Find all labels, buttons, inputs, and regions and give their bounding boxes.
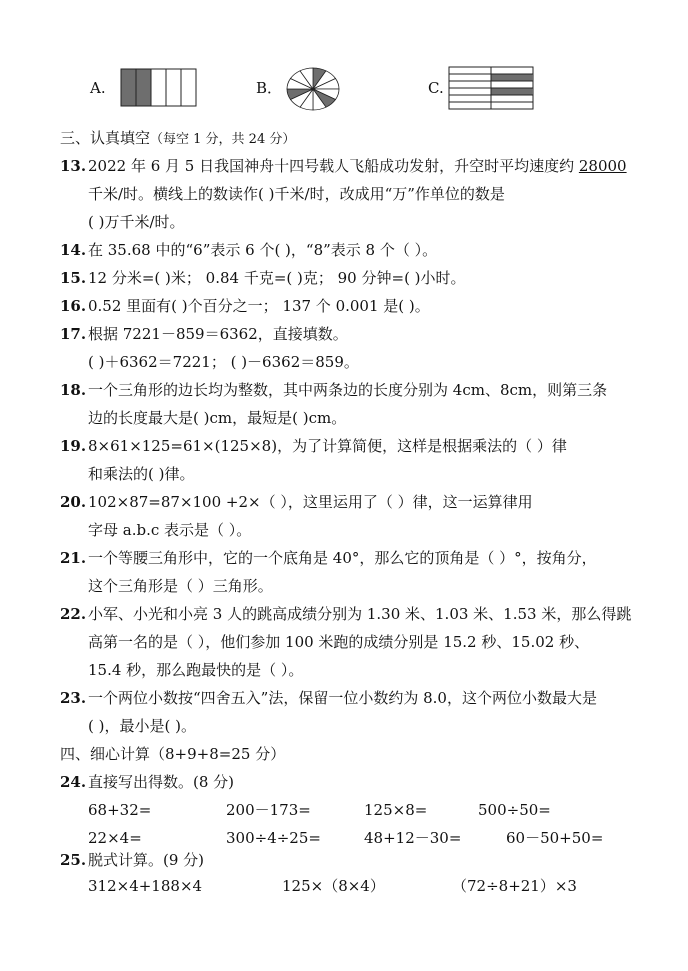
- q18-number: 18.: [60, 381, 87, 399]
- q23-line-2: ( )，最小是( )。: [88, 717, 196, 735]
- q25-text: 脱式计算。(9 分): [88, 851, 205, 869]
- q22-line-2: 高第一名的是（ ），他们参加 100 米跑的成绩分别是 15.2 秒、15.02 秒、: [88, 633, 590, 651]
- q13-number: 13.: [60, 157, 87, 175]
- q14-number: 14.: [60, 241, 87, 259]
- q20-line-1: 102×87=87×100 +2×（ ），这里运用了（ ）律，这一运算律用: [88, 493, 533, 511]
- q14-text: 在 35.68 中的“6”表示 6 个( )，“8”表示 8 个（ ）。: [88, 241, 438, 259]
- section-3-title: 三、认真填空: [60, 129, 151, 147]
- q25-item: 125×（8×4）: [282, 877, 385, 895]
- q21-line-1: 一个等腰三角形中，它的一个底角是 40°，那么它的顶角是（ ）°，按角分，: [88, 549, 597, 567]
- q19-line-2: 和乘法的( )律。: [88, 465, 195, 483]
- q24-item: 22×4=: [88, 829, 142, 847]
- figure-c-shaded-2: [491, 88, 533, 95]
- q24-item: 60－50+50=: [506, 829, 604, 847]
- q24-item: 48+12－30=: [364, 829, 462, 847]
- q24-number: 24.: [60, 773, 87, 791]
- q19-number: 19.: [60, 437, 87, 455]
- q25-number: 25.: [60, 851, 87, 869]
- q20-line-2: 字母 a.b.c 表示是（ ）。: [88, 521, 252, 539]
- figure-a-cell-4: [166, 69, 181, 106]
- q13-text-1: 2022 年 6 月 5 日我国神舟十四号载人飞船成功发射，升空时平均速度约: [88, 157, 579, 175]
- q13-speed: 28000: [578, 157, 627, 175]
- section-3-heading: [60, 128, 295, 150]
- q15-number: 15.: [60, 269, 87, 287]
- figure-a-cell-1: [121, 69, 136, 106]
- option-a-label: A.: [90, 79, 106, 97]
- q17-line-2: ( )＋6362＝7221； ( )－6362＝859。: [88, 353, 359, 371]
- section-4-title: 四、细心计算（8+9+8=25 分）: [60, 745, 286, 763]
- q24-text: 直接写出得数。(8 分): [88, 773, 235, 791]
- figure-c-shaded-1: [491, 74, 533, 81]
- section-3-note: （每空 1 分，共 24 分）: [150, 132, 296, 147]
- q24-item: 68+32=: [88, 801, 152, 819]
- q16-text: 0.52 里面有( )个百分之一； 137 个 0.001 是( )。: [88, 297, 430, 315]
- q13-line-3: ( )万千米/时。: [88, 213, 185, 231]
- figure-a-cell-5: [181, 69, 196, 106]
- q25-item: 312×4+188×4: [88, 877, 203, 895]
- figure-b-circle: [285, 66, 341, 112]
- q21-line-2: 这个三角形是（ ）三角形。: [88, 577, 273, 595]
- q23-number: 23.: [60, 689, 87, 707]
- option-c-label: C.: [428, 79, 444, 97]
- q19-line-1: 8×61×125=61×(125×8)，为了计算简便，这样是根据乘法的（ ）律: [88, 437, 567, 455]
- q24-item: 300÷4÷25=: [226, 829, 321, 847]
- q22-number: 22.: [60, 605, 87, 623]
- q25-item: （72÷8+21）×3: [452, 877, 577, 895]
- figure-a-rectangle: [120, 68, 198, 108]
- figure-a-cell-2: [136, 69, 151, 106]
- q17-number: 17.: [60, 325, 87, 343]
- figure-a-cell-3: [151, 69, 166, 106]
- q22-line-3: 15.4 秒，那么跑最快的是（ ）。: [88, 661, 304, 679]
- q16-number: 16.: [60, 297, 87, 315]
- option-b-label: B．: [256, 79, 283, 97]
- q24-item: 200－173=: [226, 801, 311, 819]
- q15-text: 12 分米=( )米； 0.84 千克=( )克； 90 分钟=( )小时。: [88, 269, 466, 287]
- figure-c-grid: [448, 66, 536, 110]
- q24-item: 125×8=: [364, 801, 428, 819]
- q13-line-2: 千米/时。横线上的数读作( )千米/时，改成用“万”作单位的数是: [88, 185, 505, 203]
- q21-number: 21.: [60, 549, 87, 567]
- q13-line-1: [88, 156, 627, 176]
- q22-line-1: 小军、小光和小亮 3 人的跳高成绩分别为 1.30 米、1.03 米、1.53 米，那么得跳: [88, 605, 632, 623]
- q17-line-1: 根据 7221－859＝6362，直接填数。: [88, 325, 348, 343]
- q18-line-1: 一个三角形的边长均为整数，其中两条边的长度分别为 4cm、8cm，则第三条: [88, 381, 608, 399]
- q20-number: 20.: [60, 493, 87, 511]
- q24-item: 500÷50=: [478, 801, 551, 819]
- q18-line-2: 边的长度最大是( )cm，最短是( )cm。: [88, 409, 347, 427]
- q23-line-1: 一个两位小数按“四舍五入”法，保留一位小数约为 8.0，这个两位小数最大是: [88, 689, 597, 707]
